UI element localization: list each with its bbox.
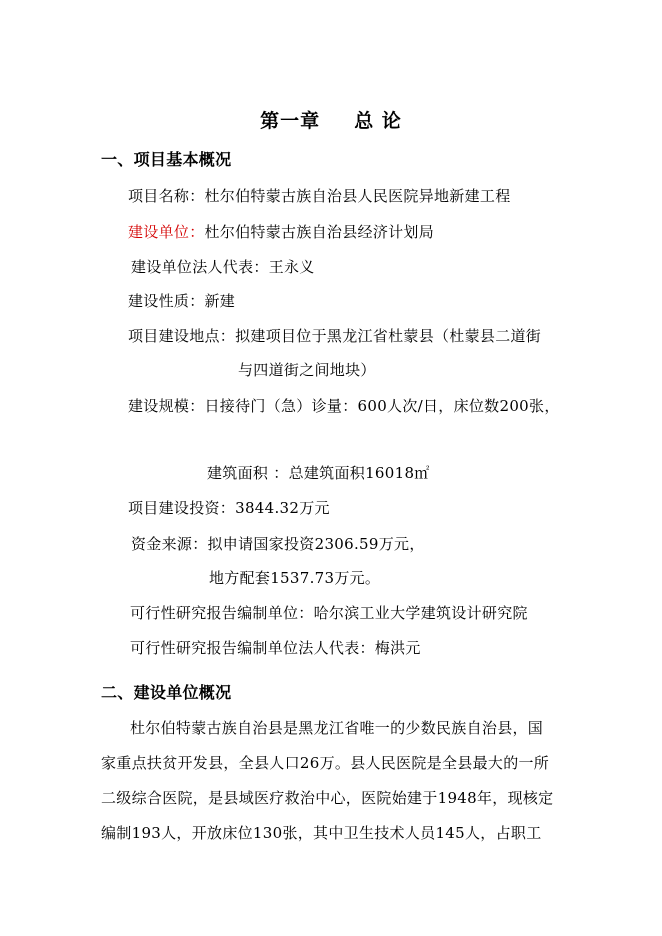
builder-value: 杜尔伯特蒙古族自治县经济计划局 bbox=[204, 223, 435, 241]
legal-rep-line: 建设单位法人代表：王永义 bbox=[131, 258, 315, 276]
scale-line-2: 建筑面积 ：总建筑面积16018㎡ bbox=[207, 464, 430, 482]
project-name-line: 项目名称：杜尔伯特蒙古族自治县人民医院异地新建工程 bbox=[128, 187, 511, 205]
chapter-title bbox=[0, 106, 662, 133]
report-rep-line: 可行性研究报告编制单位法人代表：梅洪元 bbox=[130, 639, 421, 657]
funding-line-2: 地方配套1537.73万元。 bbox=[209, 569, 381, 587]
section-1-heading: 一、项目基本概况 bbox=[101, 150, 232, 169]
paragraph-line-3: 二级综合医院，是县域医疗救治中心，医院始建于1948年，现核定 bbox=[101, 789, 554, 807]
builder-line bbox=[128, 222, 434, 242]
location-line-1: 项目建设地点：拟建项目位于黑龙江省杜蒙县（杜蒙县二道街 bbox=[128, 327, 542, 345]
chapter-number: 第一章 bbox=[260, 110, 321, 132]
report-unit-line: 可行性研究报告编制单位：哈尔滨工业大学建筑设计研究院 bbox=[130, 604, 528, 622]
nature-line: 建设性质：新建 bbox=[128, 292, 236, 310]
section-2-heading: 二、建设单位概况 bbox=[101, 683, 232, 702]
investment-line: 项目建设投资：3844.32万元 bbox=[128, 499, 330, 517]
location-line-2: 与四道街之间地块） bbox=[238, 361, 376, 379]
paragraph-line-2: 家重点扶贫开发县，全县人口26万。县人民医院是全县最大的一所 bbox=[101, 754, 550, 772]
paragraph-line-1: 杜尔伯特蒙古族自治县是黑龙江省唯一的少数民族自治县，国 bbox=[130, 719, 544, 737]
chapter-name: 总 论 bbox=[354, 110, 402, 132]
scale-line-1: 建设规模：日接待门（急）诊量：600人次/日，床位数200张， bbox=[128, 397, 560, 415]
builder-label: 建设单位： bbox=[128, 223, 205, 241]
paragraph-line-4: 编制193人，开放床位130张，其中卫生技术人员145人，占职工 bbox=[101, 824, 542, 842]
funding-line-1: 资金来源：拟申请国家投资2306.59万元， bbox=[131, 535, 425, 553]
